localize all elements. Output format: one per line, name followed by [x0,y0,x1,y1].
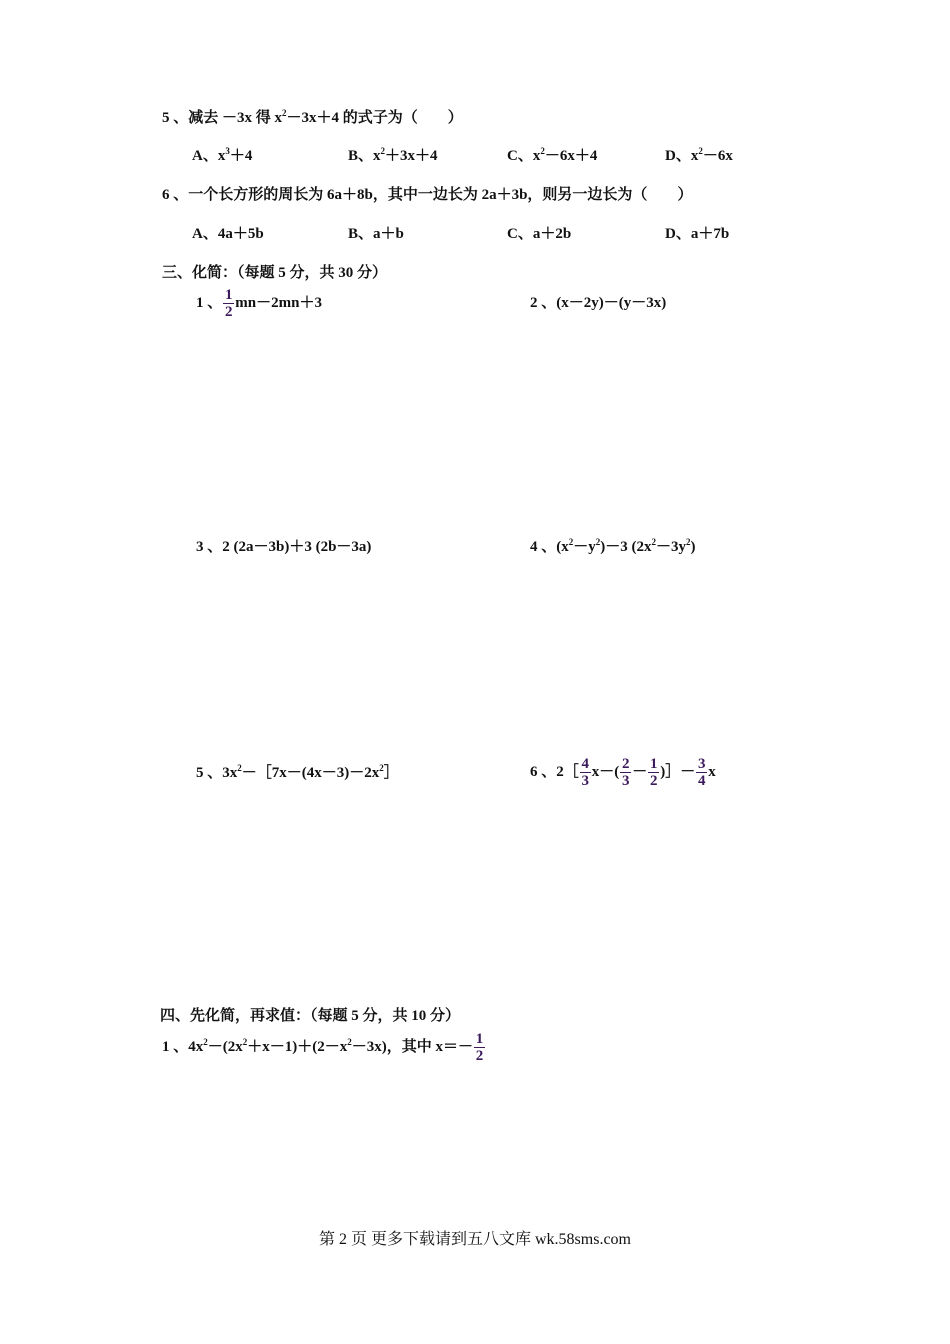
section3-problem-3: 3 、2 (2a－3b)＋3 (2b－3a) [196,539,372,555]
q6-option-a: A、4a＋5b [192,226,264,242]
fraction-four-thirds: $\frac{4}{3}$ [581,756,590,790]
section3-problem-4: 4 、$(x^2-y^2)-3$ $(2x^2-3y^2)$ [530,537,696,555]
section3-title: 三、化简：（每题 5 分，共 30 分） [162,265,388,281]
q5-option-b: B、$x^2+3x+4$ [348,146,438,164]
fraction-three-quarters: $\frac{3}{4}$ [698,756,706,790]
q5-option-c: C、$x^2-6x+4$ [507,146,598,164]
section3-problem-6: 6 、2［ $\frac{4}{3}$ x－( $\frac{2}{3}$ － $\frac{1}{2}$ )］－ $\frac{3}{4}$ x [530,756,716,790]
fraction-half: $\frac{1}{2}$ [475,1031,484,1065]
section3-problem-2: 2 、(x－2y)－(y－3x) [530,295,667,311]
section3-problem-5: 5 、$3x^2-[7x-(4x-3)-2x^2]$ [196,763,399,781]
section4-title: 四、先化简，再求值：（每题 5 分，共 10 分） [160,1008,461,1024]
section3-problem-1: 1 、 $\frac{1}{2}$ mn－2mn＋3 [196,287,322,321]
page-footer: 第 2 页 更多下载请到五八文库 wk.58sms.com [318,1231,631,1248]
fraction-half: $\frac{1}{2}$ [225,287,233,321]
fraction-half: $\frac{1}{2}$ [650,756,658,790]
q5-stem: 5 、减去 －3x 得 $x^2-3x+4$ 的式子为（ ） [162,108,463,126]
q5-option-d: D、$x^2-6x$ [665,146,733,164]
section4-problem-1: 1 、$4x^2-(2x^2+x-1)+(2-x^2-3x)$，其中 x＝－ $\frac{1}{2}$ [162,1031,484,1065]
q6-stem: 6 、一个长方形的周长为 6a＋8b，其中一边长为 2a＋3b，则另一边长为（ ） [162,187,693,203]
q5-option-a: A、$x^3+4$ [192,146,253,164]
q6-option-d: D、a＋7b [665,226,730,242]
q6-option-b: B、a＋b [348,226,404,242]
q6-option-c: C、a＋2b [507,226,572,242]
fraction-two-thirds: $\frac{2}{3}$ [622,756,630,790]
